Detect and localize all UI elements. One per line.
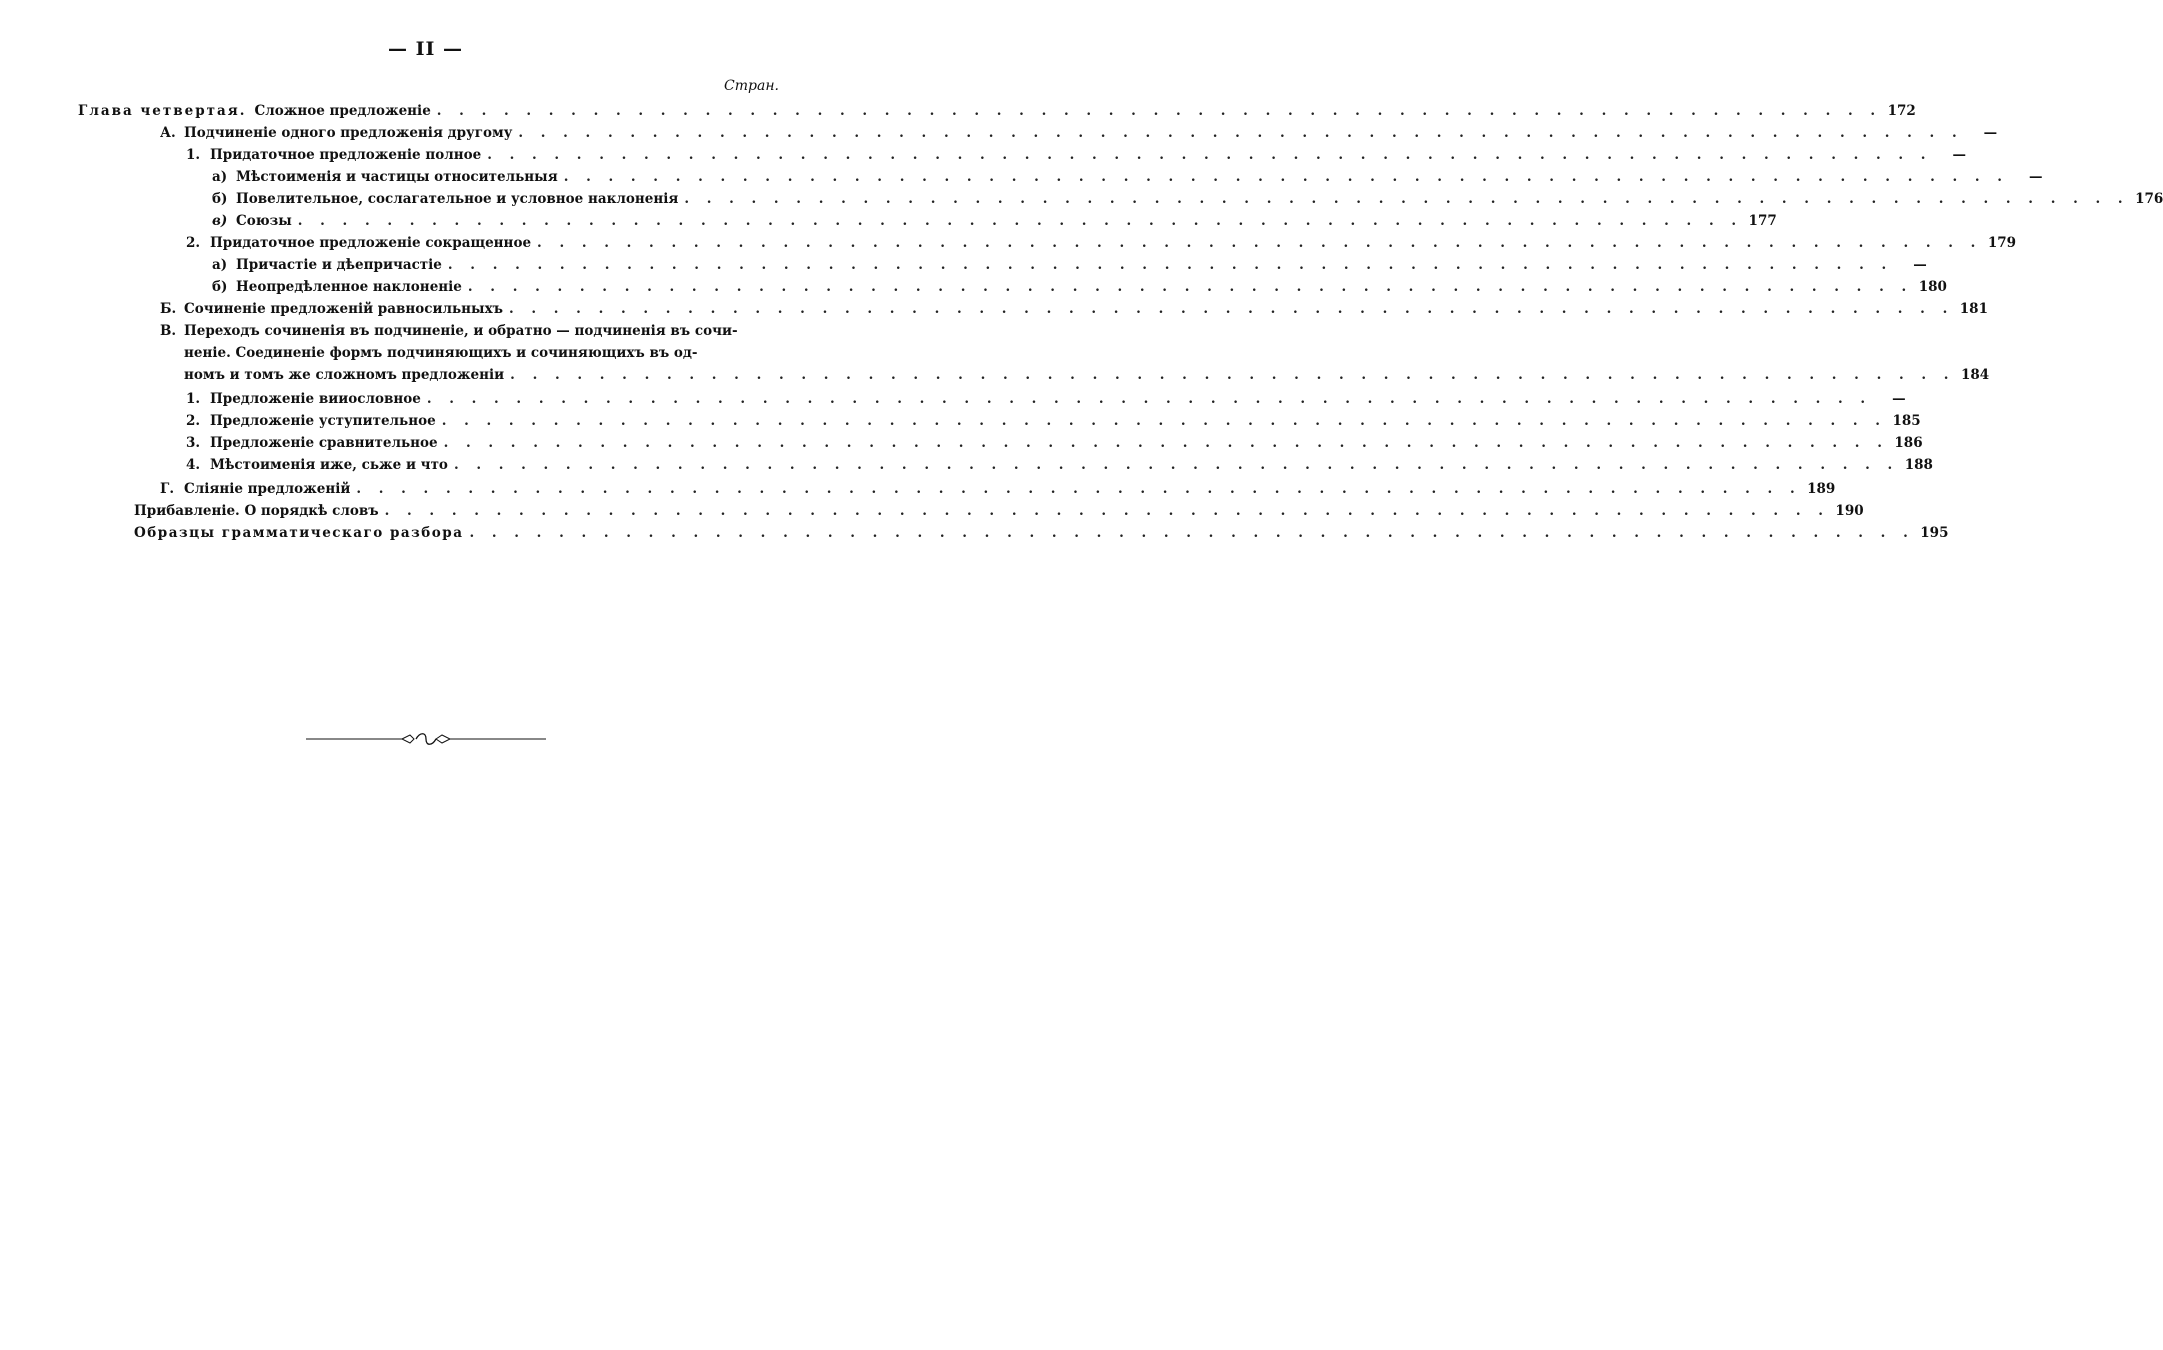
toc-entry-samples[interactable] <box>134 522 1949 544</box>
toc-entry-number: Г. <box>160 481 175 497</box>
toc-entry-v-line1[interactable] <box>160 320 772 342</box>
toc-page-number: 176 <box>2135 191 2163 207</box>
toc-entry-number: в) <box>212 213 228 229</box>
toc-entry-a1v[interactable] <box>212 210 1777 232</box>
toc-chapter-subtitle: Сложное предложеніе <box>254 103 431 119</box>
toc-entry-number: 1. <box>186 147 201 163</box>
toc-entry-title: Мѣстоименія и частицы относительныя <box>236 169 558 185</box>
page-number: — II — <box>387 38 463 60</box>
toc-entry-title: Подчиненіе одного предложенія другому <box>184 125 513 141</box>
leader-dots: . . . . . . . . . . . . . . . . . . . . . . . . . . . . . . . . . . . . . . . . . . . . . . . . . . . . . . . . . . . . . . . . . <box>297 213 1743 229</box>
toc-entry-v-line2 <box>184 342 772 364</box>
toc-entry-title: Прибавленіе. О порядкѣ словъ <box>134 503 379 519</box>
toc-entry-a2a[interactable] <box>212 254 1927 276</box>
toc-page-number: 195 <box>1920 525 1949 541</box>
toc-entry-title: Предложеніе вииословное <box>210 391 421 407</box>
toc-entry-b[interactable] <box>160 298 1988 320</box>
toc-page-number: 188 <box>1904 457 1933 473</box>
toc-entry-number: 2. <box>186 413 201 429</box>
toc-entry-title: Придаточное предложеніе сокращенное <box>210 235 532 251</box>
leader-dots: . . . . . . . . . . . . . . . . . . . . . . . . . . . . . . . . . . . . . . . . . . . . . . . . . . . . . . . . . . . . . . . . . <box>436 103 1882 119</box>
toc-page-number: 172 <box>1887 103 1916 119</box>
toc-entry-number: 3. <box>186 435 201 451</box>
toc-page-number: — <box>2029 169 2043 185</box>
leader-dots: . . . . . . . . . . . . . . . . . . . . . . . . . . . . . . . . . . . . . . . . . . . . . . . . . . . . . . . . . . . . . . . . . <box>453 457 1899 473</box>
toc-entry-a2[interactable] <box>186 232 2017 254</box>
leader-dots: . . . . . . . . . . . . . . . . . . . . . . . . . . . . . . . . . . . . . . . . . . . . . . . . . . . . . . . . . . . . . . . . . <box>447 257 1893 273</box>
toc-entry-title: Причастіе и дѣепричастіе <box>236 257 442 273</box>
toc-page-number: 181 <box>1959 301 1988 317</box>
toc-entry-title-line2: неніе. Соединеніе формъ подчиняющихъ и сочиняющихъ въ од- <box>184 345 698 361</box>
toc-entry-v4[interactable] <box>186 454 1933 476</box>
toc-entry-title: Придаточное предложеніе полное <box>210 147 482 163</box>
leader-dots: . . . . . . . . . . . . . . . . . . . . . . . . . . . . . . . . . . . . . . . . . . . . . . . . . . . . . . . . . . . . . . . . . <box>510 367 1955 383</box>
toc-page-number: — <box>1892 391 1906 407</box>
leader-dots: . . . . . . . . . . . . . . . . . . . . . . . . . . . . . . . . . . . . . . . . . . . . . . . . . . . . . . . . . . . . . . . . . <box>441 413 1887 429</box>
toc-entry-title: Образцы грамматическаго разбора <box>134 525 464 541</box>
toc-entry-appendix[interactable] <box>134 500 1864 522</box>
leader-dots: . . . . . . . . . . . . . . . . . . . . . . . . . . . . . . . . . . . . . . . . . . . . . . . . . . . . . . . . . . . . . . . . . <box>467 279 1913 295</box>
leader-dots: . . . . . . . . . . . . . . . . . . . . . . . . . . . . . . . . . . . . . . . . . . . . . . . . . . . . . . . . . . . . . . . . . <box>563 169 2009 185</box>
toc-page-number: 185 <box>1892 413 1921 429</box>
toc-entry-title: Союзы <box>236 213 292 229</box>
leader-dots: . . . . . . . . . . . . . . . . . . . . . . . . . . . . . . . . . . . . . . . . . . . . . . . . . . . . . . . . . . . . . . . . . <box>356 481 1802 497</box>
toc-entry-v-line3[interactable] <box>184 364 1990 386</box>
toc-entry-number: б) <box>212 279 228 295</box>
toc-chapter-title: Глава четвертая. <box>78 103 247 119</box>
toc-entry-title: Сочиненіе предложеній равносильныхъ <box>184 301 503 317</box>
toc-entry-title: Сліяніе предложеній <box>184 481 351 497</box>
toc-entry-title: Неопредѣленное наклоненіе <box>236 279 462 295</box>
toc-entry-g[interactable] <box>160 478 1836 500</box>
toc-entry-chapter4[interactable] <box>78 100 1916 122</box>
toc-entry-a2b[interactable] <box>212 276 1947 298</box>
toc-page-number: 184 <box>1960 367 1990 383</box>
leader-dots: . . . . . . . . . . . . . . . . . . . . . . . . . . . . . . . . . . . . . . . . . . . . . . . . . . . . . . . . . . . . . . . . . <box>443 435 1889 451</box>
toc-page-number: 180 <box>1918 279 1947 295</box>
toc-entry-title-line1: Переходъ сочиненія въ подчиненіе, и обратно — подчиненія въ сочи- <box>184 323 738 339</box>
toc-entry-number: А. <box>160 125 176 141</box>
leader-dots: . . . . . . . . . . . . . . . . . . . . . . . . . . . . . . . . . . . . . . . . . . . . . . . . . . . . . . . . . . . . . . . . . <box>518 125 1964 141</box>
toc-entry-a[interactable] <box>160 122 1998 144</box>
toc-entry-title: Повелительное, сослагательное и условное наклоненія <box>236 191 679 207</box>
toc-entry-number: 4. <box>186 457 201 473</box>
toc-page-number: 177 <box>1748 213 1777 229</box>
toc-page-number: 186 <box>1894 435 1923 451</box>
toc-entry-number: В. <box>160 323 177 339</box>
leader-dots: . . . . . . . . . . . . . . . . . . . . . . . . . . . . . . . . . . . . . . . . . . . . . . . . . . . . . . . . . . . . . . . . . <box>537 235 1982 251</box>
toc-page-number: — <box>1913 257 1927 273</box>
toc-entry-v1[interactable] <box>186 388 1906 410</box>
ornament-divider <box>306 729 546 749</box>
toc-page-number: 179 <box>1987 235 2017 251</box>
toc-entry-title-line3: номъ и томъ же сложномъ предложеніи <box>184 367 505 383</box>
leader-dots: . . . . . . . . . . . . . . . . . . . . . . . . . . . . . . . . . . . . . . . . . . . . . . . . . . . . . . . . . . . . . . . . . <box>469 525 1915 541</box>
toc-entry-a1a[interactable] <box>212 166 2043 188</box>
toc-entry-number: Б. <box>160 301 177 317</box>
toc-entry-a1[interactable] <box>186 144 1966 166</box>
toc-page-number: 190 <box>1835 503 1864 519</box>
toc-page-number: — <box>1952 147 1966 163</box>
toc-entry-title: Предложеніе уступительное <box>210 413 436 429</box>
toc-entry-v2[interactable] <box>186 410 1921 432</box>
toc-entry-a1b[interactable] <box>212 188 2163 210</box>
toc-entry-number: а) <box>212 257 228 273</box>
toc-entry-v3[interactable] <box>186 432 1923 454</box>
leader-dots: . . . . . . . . . . . . . . . . . . . . . . . . . . . . . . . . . . . . . . . . . . . . . . . . . . . . . . . . . . . . . . . . . <box>384 503 1830 519</box>
toc-entry-number: б) <box>212 191 228 207</box>
leader-dots: . . . . . . . . . . . . . . . . . . . . . . . . . . . . . . . . . . . . . . . . . . . . . . . . . . . . . . . . . . . . . . . . . <box>426 391 1872 407</box>
page-column-label: Стран. <box>724 78 779 94</box>
toc-page-number: — <box>1983 125 1998 141</box>
toc-entry-title: Предложеніе сравнительное <box>210 435 438 451</box>
toc-page-number: 189 <box>1807 481 1836 497</box>
leader-dots: . . . . . . . . . . . . . . . . . . . . . . . . . . . . . . . . . . . . . . . . . . . . . . . . . . . . . . . . . . . . . . . . . <box>508 301 1954 317</box>
toc-entry-number: а) <box>212 169 228 185</box>
leader-dots: . . . . . . . . . . . . . . . . . . . . . . . . . . . . . . . . . . . . . . . . . . . . . . . . . . . . . . . . . . . . . . . . . <box>487 147 1932 163</box>
toc-entry-number: 2. <box>186 235 201 251</box>
toc-entry-number: 1. <box>186 391 201 407</box>
leader-dots: . . . . . . . . . . . . . . . . . . . . . . . . . . . . . . . . . . . . . . . . . . . . . . . . . . . . . . . . . . . . . . . . . <box>684 191 2130 207</box>
toc-entry-title: Мѣстоименія иже, сьже и что <box>210 457 448 473</box>
